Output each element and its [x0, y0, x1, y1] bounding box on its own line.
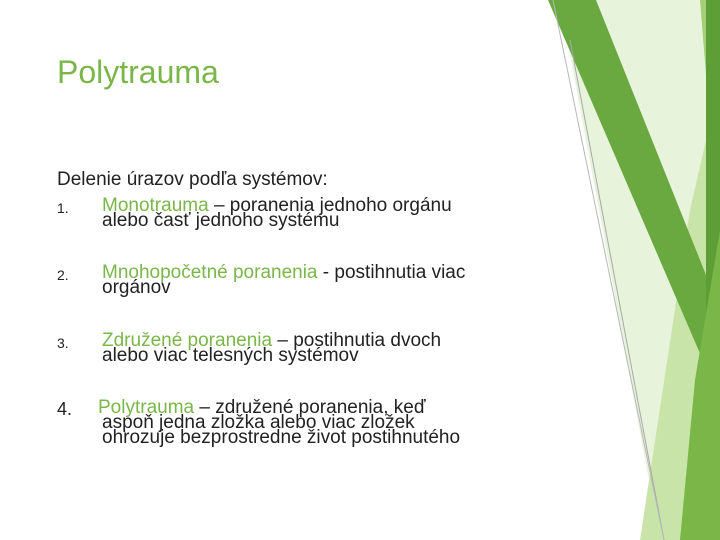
item-4-description: – združené poranenia, keď [194, 397, 426, 418]
item-3-line-2: alebo viac telesných systémov [102, 345, 359, 366]
slide-title: Polytrauma [57, 54, 219, 90]
item-1-term: Monotrauma [102, 195, 209, 216]
item-3-number: 3. [57, 335, 69, 351]
item-3-description: – postihnutia dvoch [272, 330, 442, 351]
item-4-number: 4. [57, 399, 73, 419]
item-4-term: Polytrauma [98, 397, 195, 418]
item-1-number: 1. [57, 200, 69, 216]
item-1-line-2: alebo časť jednoho systému [102, 210, 340, 231]
item-2-description: - postihnutia viac [317, 262, 466, 283]
item-2-term: Mnohopočetné poranenia [102, 262, 318, 283]
item-4-line-2: aspoň jedna zložka alebo viac zložek [102, 412, 415, 433]
intro-text: Delenie úrazov podľa systémov: [57, 169, 328, 190]
item-1-description: – poranenia jednoho orgánu [208, 195, 452, 216]
item-2-line-2: orgánov [102, 277, 171, 298]
item-3-term: Združené poranenia [102, 330, 273, 351]
item-4-line-3: ohrozuje bezprostredne život postihnutého [102, 427, 461, 448]
item-2-number: 2. [57, 267, 69, 283]
